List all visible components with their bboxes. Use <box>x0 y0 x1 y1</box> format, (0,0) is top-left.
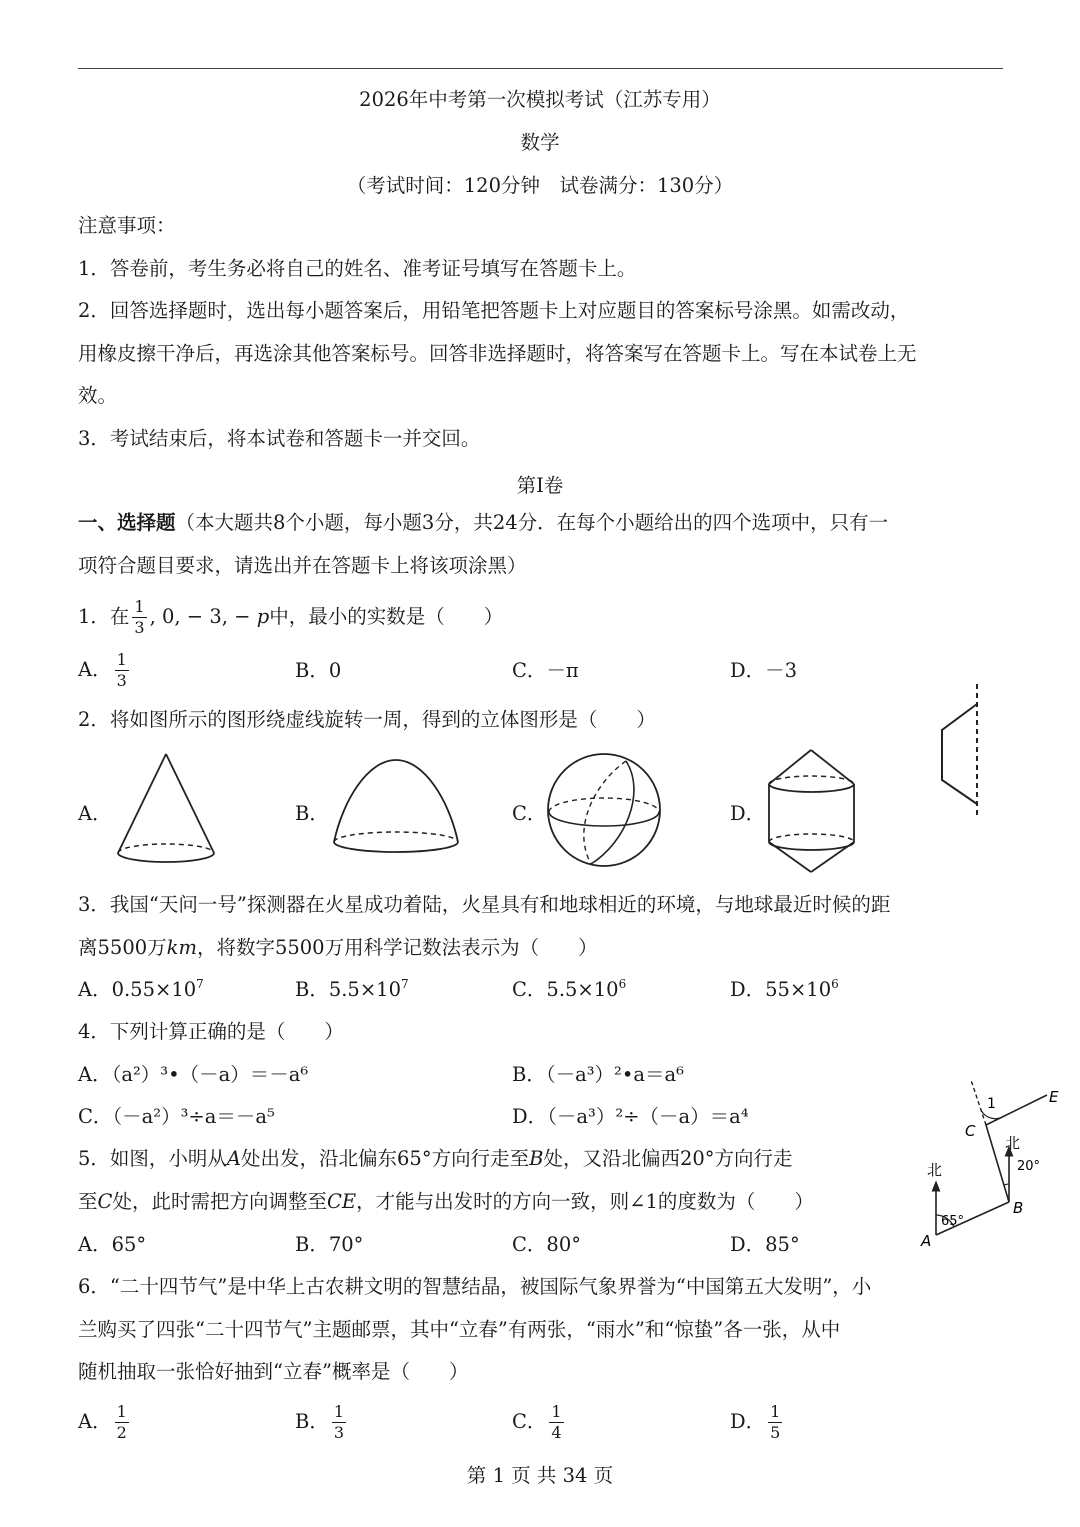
q5-point-c: C <box>965 1122 976 1140</box>
q2-option-d[interactable]: D． <box>730 802 766 825</box>
subject-title: 数学 <box>520 131 560 154</box>
notes-heading: 注意事项： <box>78 214 176 237</box>
q2-option-b[interactable]: B． <box>295 802 329 825</box>
q1-option-d[interactable]: D．－3 <box>730 659 798 682</box>
q3-option-d[interactable]: D．$55\times 10^6$ <box>730 977 839 1001</box>
q3-option-c[interactable]: C．$5.5\times 10^6$ <box>512 977 627 1001</box>
q6-option-c[interactable]: C． $\frac{1}{4}$ <box>512 1402 562 1442</box>
header-rule <box>78 68 1003 69</box>
q3-line-2: 离5500万km，将数字5500万用科学记数法表示为（ ） <box>78 935 598 959</box>
page-footer: 第 1 页 共 34 页 <box>466 1464 614 1487</box>
q6-option-a[interactable]: A． $\frac{1}{2}$ <box>78 1402 127 1442</box>
q2-cone-figure[interactable] <box>112 750 222 870</box>
q5-angle-1-label: 1 <box>987 1096 996 1112</box>
q4-option-c[interactable]: C．（－a²）³÷a＝－a⁵ <box>78 1105 275 1128</box>
section-1-desc-line-1: （本大题共8个小题，每小题3分，共24分．在每个小题给出的四个选项中，只有一 <box>175 511 889 534</box>
q1-option-a[interactable]: A． $\frac{1}{3}$ <box>78 650 127 690</box>
section-1-heading: 一、选择题 <box>78 511 176 534</box>
note-item-2-line-3: 效。 <box>78 384 118 407</box>
q1-option-c[interactable]: C．－π <box>512 659 579 682</box>
q5-point-a: A <box>921 1232 932 1250</box>
q2-option-a[interactable]: A． <box>78 802 112 825</box>
q3-option-a[interactable]: A．$0.55\times 10^7$ <box>78 977 204 1001</box>
section-1-desc-line-2: 项符合题目要求，请选出并在答题卡上将该项涂黑） <box>78 553 527 577</box>
q5-north-label-b: 北 <box>1005 1134 1021 1152</box>
q1-option-b[interactable]: B．0 <box>295 659 342 682</box>
q6-stem <box>78 1266 1006 1394</box>
q5-point-e: E <box>1049 1088 1059 1106</box>
q4-option-d[interactable]: D．（－a³）²÷（－a）＝a⁴ <box>512 1105 749 1128</box>
q5-north-label-a: 北 <box>927 1161 943 1179</box>
q3-option-b[interactable]: B．$5.5\times 10^7$ <box>295 977 409 1001</box>
note-item-2-line-2: 用橡皮擦干净后，再选涂其他答案标号。回答非选择题时，将答案写在答题卡上。写在本试卷上无 <box>78 341 917 365</box>
q5-angle-65-label: 65° <box>941 1214 965 1229</box>
q6-line-2: 兰购买了四张“二十四节气”主题邮票，其中“立春”有两张，“雨水”和“惊蛰”各一张，从中 <box>78 1317 841 1341</box>
q5-point-b: B <box>1013 1199 1024 1217</box>
q2-paraboloid-figure[interactable] <box>328 750 468 870</box>
q2-option-c[interactable]: C． <box>512 802 547 825</box>
q3-line-1: 3．我国“天问一号”探测器在火星成功着陆，火星具有和地球相近的环境，与地球最近时候的距 <box>78 893 891 916</box>
q2-reference-figure <box>935 682 985 822</box>
q6-line-1: 6．“二十四节气”是中华上古农耕文明的智慧结晶，被国际气象界誉为“中国第五大发明”，小 <box>78 1275 872 1298</box>
q6-option-d[interactable]: D． $\frac{1}{5}$ <box>730 1402 781 1442</box>
exam-info: （考试时间：120分钟 试卷满分：130分） <box>346 174 734 197</box>
exam-title: 2026年中考第一次模拟考试（江苏专用） <box>359 88 721 111</box>
q4-stem: 4．下列计算正确的是（ ） <box>78 1020 344 1043</box>
q5-line-1: 5．如图，小明从A处出发，沿北偏东65°方向行走至B处，又沿北偏西20°方向行走 <box>78 1147 793 1170</box>
note-item-3: 3．考试结束后，将本试卷和答题卡一并交回。 <box>78 426 481 450</box>
q2-cylinder-cones-figure[interactable] <box>764 746 864 876</box>
q2-sphere-figure[interactable] <box>546 752 666 872</box>
q6-line-3: 随机抽取一张恰好抽到“立春”概率是（ ） <box>78 1360 469 1383</box>
q1-stem: 1．在 $\frac{1}{3}$ , 0, − 3, − p中，最小的实数是（ ） <box>78 597 504 637</box>
q6-option-b[interactable]: B． $\frac{1}{3}$ <box>295 1402 345 1442</box>
q1-fraction: $\frac{1}{3}$ <box>134 597 145 637</box>
note-item-2-line-1: 2．回答选择题时，选出每小题答案后，用铅笔把答题卡上对应题目的答案标号涂黑。如需改动， <box>78 299 910 322</box>
q2-stem: 2．将如图所示的图形绕虚线旋转一周，得到的立体图形是（ ） <box>78 708 656 731</box>
q5-option-b[interactable]: B．70° <box>295 1233 364 1256</box>
volume-title: 第Ⅰ卷 <box>516 474 564 497</box>
q5-line-2: 至C处，此时需把方向调整至CE，才能与出发时的方向一致，则∠1的度数为（ ） <box>78 1190 814 1213</box>
q4-option-b[interactable]: B．（－a³）²•a＝a⁶ <box>512 1063 684 1086</box>
q4-option-a[interactable]: A．（a²）³•（－a）＝－a⁶ <box>78 1063 309 1086</box>
notes-block <box>78 205 1006 460</box>
q3-stem <box>78 884 1006 969</box>
section-1-intro <box>78 502 1006 587</box>
q5-angle-20-label: 20° <box>1017 1159 1041 1174</box>
q5-option-c[interactable]: C．80° <box>512 1233 581 1256</box>
q5-direction-figure <box>915 1078 1065 1258</box>
q5-option-d[interactable]: D．85° <box>730 1233 800 1256</box>
note-item-1: 1．答卷前，考生务必将自己的姓名、准考证号填写在答题卡上。 <box>78 256 637 280</box>
q5-option-a[interactable]: A．65° <box>78 1233 147 1256</box>
